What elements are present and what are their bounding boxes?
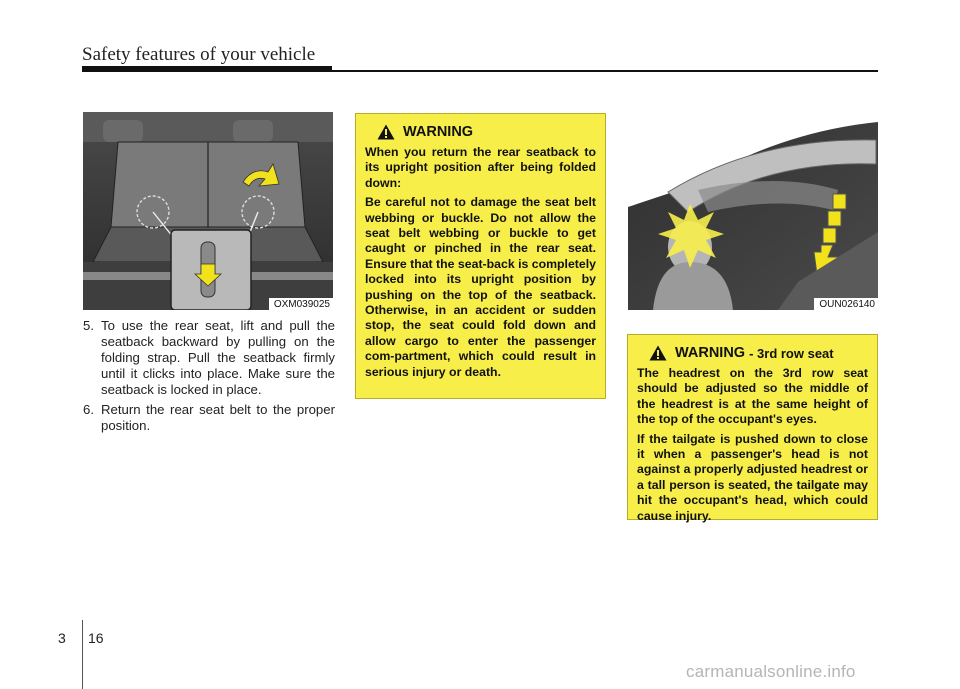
warning-triangle-icon [377,124,395,140]
rear-seat-illustration [83,112,333,310]
step-item [83,318,335,398]
step-number: 6. [83,402,94,417]
watermark: carmanualsonline.info [686,662,856,681]
warning-box-third-row [627,334,878,523]
warning-paragraph: If the tailgate is pushed down to close it when a passenger's head is not against a properly adjusted headrest or a tall person is seated, the tailgate may hit the occupant's head, which could cause injury. [637,431,868,523]
page-chapter-number: 3 [58,630,66,646]
warning-box-seatback [355,113,606,399]
warning-title: WARNING [403,124,474,140]
footer-divider [82,620,83,689]
tailgate-illustration [628,112,878,310]
header-rule [82,70,878,72]
page-header-title: Safety features of your vehicle [82,44,316,65]
warning-header [637,345,868,361]
warning-paragraph: The headrest on the 3rd row seat should be adjusted so the middle of the headrest is at the same height of the top of the occupant's eyes. [637,366,868,427]
step-item [83,402,335,434]
figure-caption: OUN026140 [814,298,878,310]
step-text: Return the rear seat belt to the proper position. [101,402,335,433]
warning-triangle-icon [649,345,667,361]
instruction-steps [83,318,335,438]
step-number: 5. [83,318,94,333]
warning-subtitle: - 3rd row seat [749,345,834,361]
warning-title: WARNING [675,345,746,361]
figure-rear-seat-strap [83,112,333,310]
warning-header [365,124,596,140]
step-text: To use the rear seat, lift and pull the seatback backward by pulling on the folding strap. Pull the seatback firmly until it clicks into place. Make sure the seatback is locked in place. [101,318,335,397]
warning-paragraph: When you return the rear seatback to its upright position after being folded down: [365,145,596,190]
figure-caption: OXM039025 [269,298,333,310]
page-number: 16 [88,630,104,646]
figure-tailgate-headrest [628,112,878,310]
warning-paragraph: Be careful not to damage the seat belt webbing or buckle. Do not allow the seat belt webbing or buckle to get caught or pinched in the rear seat. Ensure that the seat-back is completely locked into its upright position by pushing on the top of the seatback. Otherwise, in an accident or sudden stop, the seat could fold down and allow cargo to enter the passenger com-partment, which could result in serious injury or death. [365,195,596,379]
